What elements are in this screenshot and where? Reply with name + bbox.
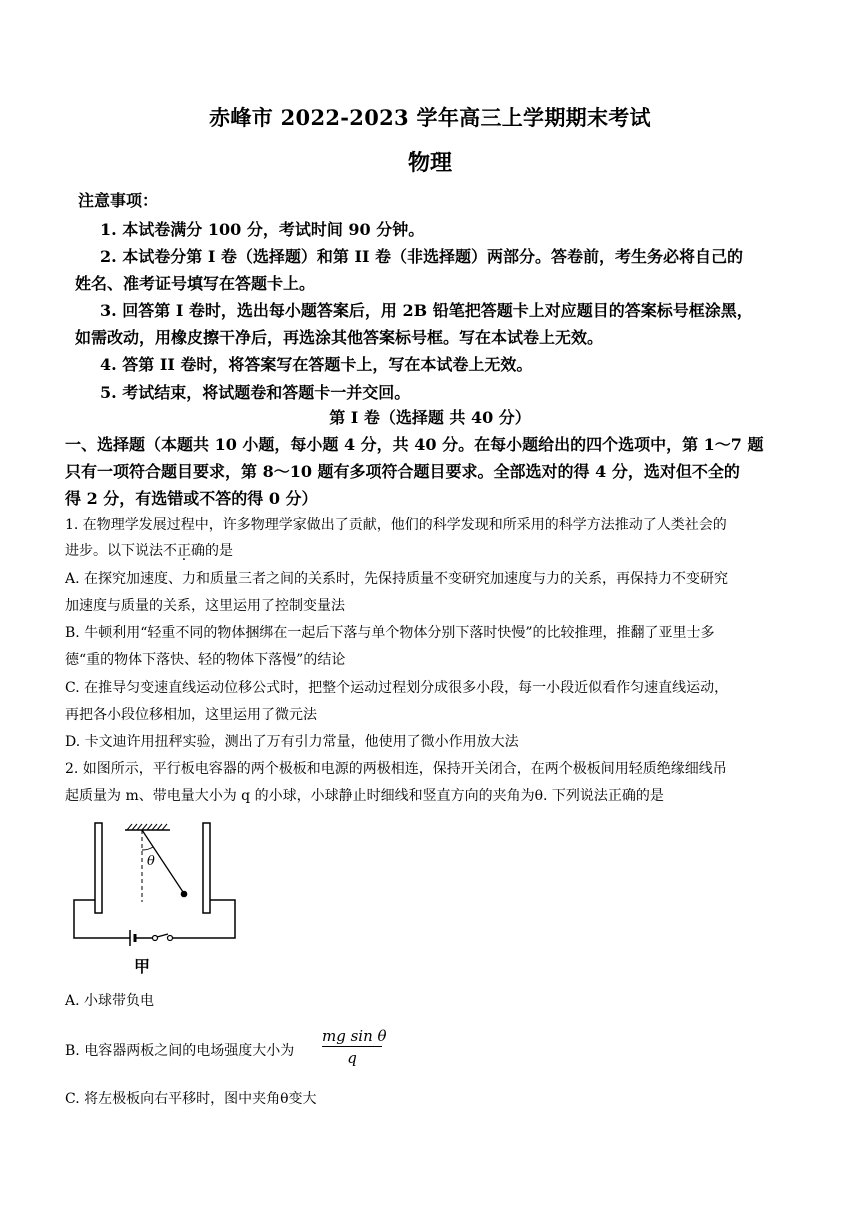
q1-stem-2c: 的是 [205, 543, 233, 559]
right-wire [173, 900, 235, 938]
q2-option-b: B. 电容器两板之间的电场强度大小为 [65, 1043, 295, 1059]
notice-item-4: 4. 答第 II 卷时，将答案写在答题卡上，写在本试卷上无效。 [100, 355, 533, 374]
section-instructions-1: 一、选择题（本题共 10 小题，每小题 4 分，共 40 分。在每小题给出的四个选项中，第 1～7 题 [65, 435, 764, 454]
capacitor-diagram [70, 820, 245, 950]
section-instructions-3: 得 2 分，有选错或不答的得 0 分） [65, 489, 318, 508]
q1-option-a-2: 加速度与质量的关系，这里运用了控制变量法 [65, 598, 345, 614]
q1-option-b-2: 德“重的物体下落快、轻的物体下落慢”的结论 [65, 652, 346, 668]
ceiling-hatch [127, 824, 167, 830]
q1-stem-emphasis: 不正确 [163, 543, 205, 559]
subject-title: 物理 [407, 150, 452, 176]
fraction-numerator: mg sin θ [322, 1027, 387, 1045]
section-instructions-2: 只有一项符合题目要求，第 8～10 题有多项符合题目要求。全部选对的得 4 分，选对但不全的 [65, 462, 740, 481]
q1-option-a-1: A. 在探究加速度、力和质量三者之间的关系时，先保持质量不变研究加速度与力的关系，再保持力不变研究 [65, 571, 729, 587]
angle-arc [142, 847, 153, 850]
figure-label: 甲 [134, 957, 151, 976]
theta-label: θ [147, 854, 155, 869]
switch-terminal-left [153, 936, 158, 941]
q2-stem-1: 2. 如图所示，平行板电容器的两个极板和电源的两极相连，保持开关闭合，在两个极板间用轻质绝缘细线吊 [65, 761, 727, 777]
q1-option-c-1: C. 在推导匀变速直线运动位移公式时，把整个运动过程划分成很多小段，每一小段近似看作匀速直线运动， [65, 680, 729, 696]
exam-title: 赤峰市 2022-2023 学年高三上学期期末考试 [209, 105, 651, 130]
left-plate [95, 823, 102, 913]
right-plate [203, 823, 210, 913]
switch-lever [157, 934, 168, 937]
notice-item-1: 1. 本试卷满分 100 分，考试时间 90 分钟。 [100, 220, 425, 239]
fraction-denominator: q [347, 1049, 357, 1067]
switch-terminal-right [168, 936, 173, 941]
notice-item-2: 2. 本试卷分第 I 卷（选择题）和第 II 卷（非选择题）两部分。答卷前，考生务必将自己的 [100, 247, 744, 266]
notice-heading: 注意事项： [78, 191, 159, 210]
field-strength-fraction [322, 1027, 387, 1067]
q1-option-d-1: D. 卡文迪许用扭秤实验，测出了万有引力常量，他使用了微小作用放大法 [65, 734, 519, 750]
notice-item-3-cont: 如需改动，用橡皮擦干净后，再选涂其他答案标号框。写在本试卷上无效。 [75, 328, 604, 347]
notice-item-5: 5. 考试结束，将试题卷和答题卡一并交回。 [100, 383, 411, 402]
q1-stem-2 [65, 540, 785, 560]
q1-stem-1: 1. 在物理学发展过程中，许多物理学家做出了贡献，他们的科学发现和所采用的科学方法推动了人类社会的 [65, 517, 727, 533]
notice-item-2-cont: 姓名、准考证号填写在答题卡上。 [75, 274, 316, 293]
q2-option-a: A. 小球带负电 [65, 993, 155, 1009]
q2-option-c: C. 将左极板向右平移时，图中夹角θ变大 [65, 1091, 317, 1107]
q1-option-c-2: 再把各小段位移相加，这里运用了微元法 [65, 707, 317, 723]
q1-option-b-1: B. 牛顿利用“轻重不同的物体捆绑在一起后下落与单个物体分别下落时快慢”的比较推理，推翻了亚里士多 [65, 625, 715, 641]
charged-ball [181, 891, 188, 898]
q2-stem-2: 起质量为 m、带电量大小为 q 的小球，小球静止时细线和竖直方向的夹角为θ. 下列说法正确的是 [65, 788, 664, 804]
q1-stem-2a: 进步。以下说法 [65, 543, 163, 559]
section-title: 第 I 卷（选择题 共 40 分） [329, 408, 531, 427]
notice-item-3: 3. 回答第 I 卷时，选出每小题答案后，用 2B 铅笔把答题卡上对应题目的答案标号框涂黑， [100, 301, 753, 320]
